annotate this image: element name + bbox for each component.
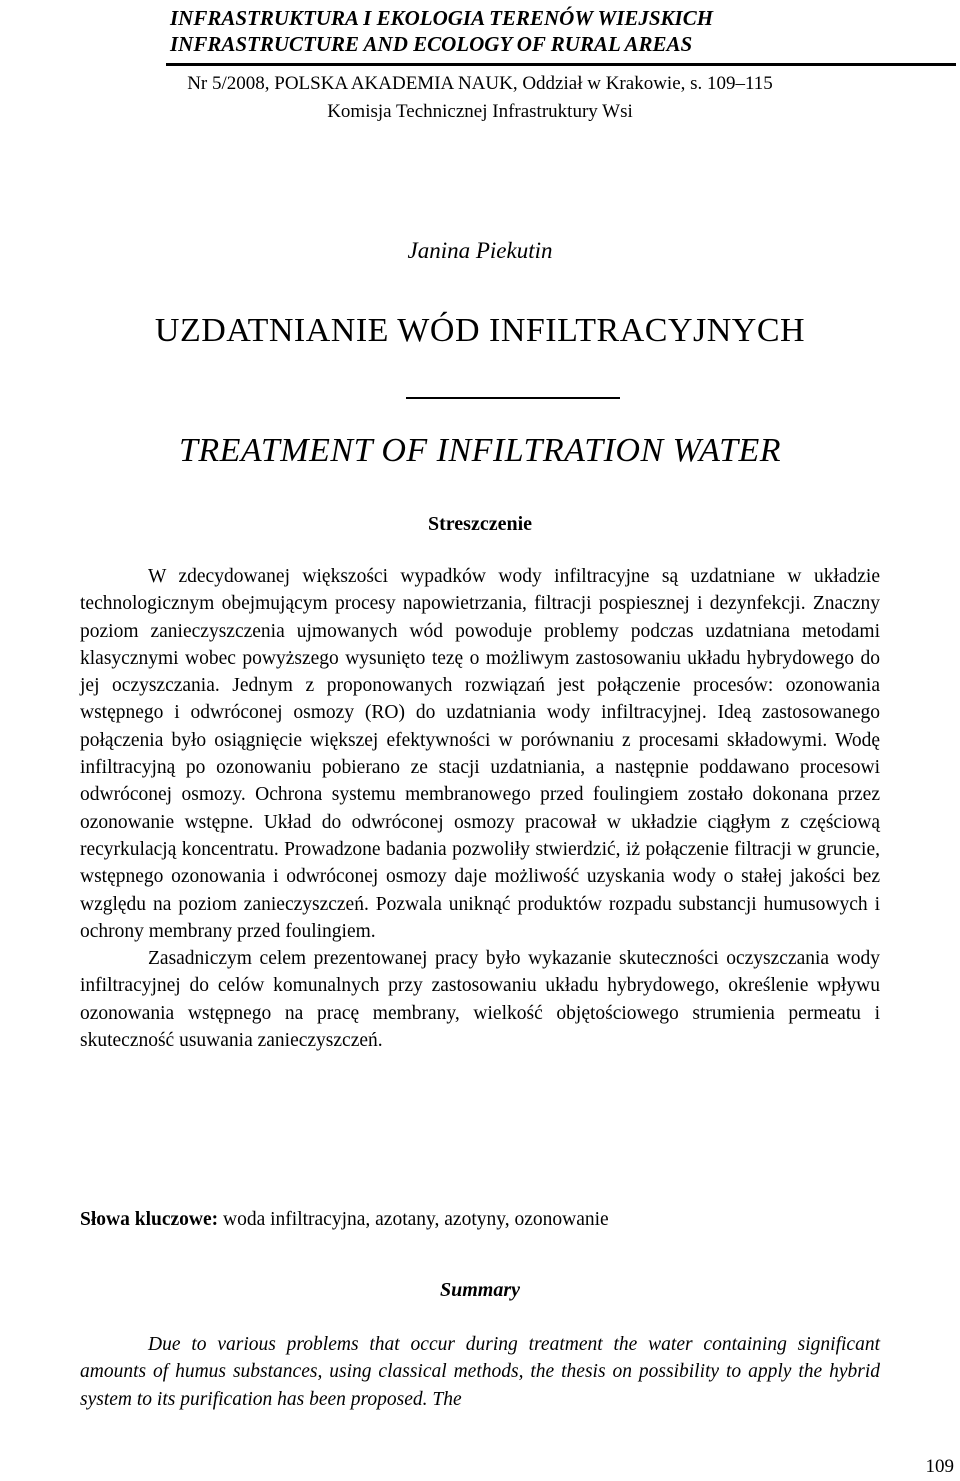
abstract-paragraph: Zasadniczym celem prezentowanej pracy było wykazanie skuteczności oczyszczania wody infiltracyjnej do celów komunalnych przy zastosowaniu układu hybrydowego, określenie wpływu ozonowania wstępnego na pracę membrany, wielkość objętościowego strumienia permeatu i skuteczność usuwania zanieczyszczeń. [80, 948, 880, 1052]
title-english: TREATMENT OF INFILTRATION WATER [178, 432, 782, 469]
abstract-paragraph: W zdecydowanej większości wypadków wody infiltracyjne są uzdatniane w układzie technologicznym obejmującym procesy napowietrzania, filtracji pospiesznej i dezynfekcji. Znaczny poziom zanieczyszczenia ujmowanych wód powoduje problemy podczas uzdatniana metodami klasycznymi wobec powyższego wysunięto tezę o możliwym zastosowaniu układu hybrydowego do jej oczyszczania. Jednym z proponowanych rozwiązań jest połączenie procesów: ozonowania wstępnego i odwróconej osmozy (RO) do uzdatniania wody infiltracyjnej. Ideą zastosowanego połączenia było osiągnięcie większej efektywności w porównaniu z procesami składowymi. Wodę infiltracyjną po ozonowaniu pobierano ze stacji uzdatniania, a następnie poddawano procesowi odwróconej osmozy. Ochrona systemu membranowego przed foulingiem zostało dokonana przez ozonowanie wstępne. Układ do odwróconej osmozy pracował w układzie ciągłym z częściową recyrkulacją koncentratu. Prowadzone badania pozwoliły stwierdzić, iż połączenie filtracji w gruncie, wstępnego ozonowania i odwróconej osmozy daje możliwość uzyskania wody o stałej jakości bez względu na poziom zanieczyszczeń. Pozwala uniknąć produktów rozpadu substancji humusowych i ochrony membrany przed foulingiem. [80, 566, 880, 942]
journal-title-pl: INFRASTRUKTURA I EKOLOGIA TERENÓW WIEJSKICH [170, 6, 714, 30]
abstract-body [80, 563, 880, 1054]
commission-line: Komisja Technicznej Infrastruktury Wsi [327, 101, 633, 122]
abstract-heading: Streszczenie [427, 513, 533, 535]
title-separator [406, 397, 620, 399]
summary-body [80, 1331, 880, 1413]
keywords-label: Słowa kluczowe: [80, 1209, 219, 1230]
author-name: Janina Piekutin [407, 238, 553, 263]
journal-title-en: INFRASTRUCTURE AND ECOLOGY OF RURAL AREAS [170, 32, 693, 56]
issue-line: Nr 5/2008, POLSKA AKADEMIA NAUK, Oddział w Krakowie, s. 109–115 [187, 73, 773, 94]
keywords-text: woda infiltracyjna, azotany, azotyny, ozonowanie [218, 1209, 609, 1230]
summary-paragraph: Due to various problems that occur during treatment the water containing significant amounts of humus substances, using classical methods, the thesis on possibility to apply the hybrid system to its purification has been proposed. The [80, 1334, 880, 1410]
keywords [80, 1209, 880, 1231]
page-number: 109 [925, 1456, 954, 1477]
summary-heading: Summary [439, 1279, 521, 1301]
header-rule [166, 63, 956, 66]
title-polish: UZDATNIANIE WÓD INFILTRACYJNYCH [154, 312, 806, 349]
